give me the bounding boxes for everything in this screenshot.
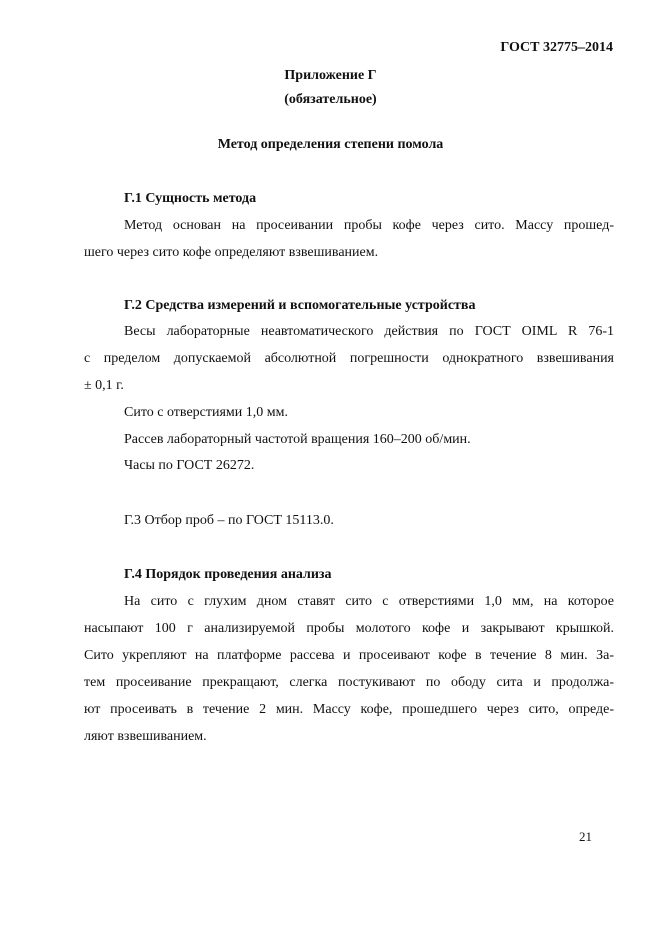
section-g4-line: На сито с глухим дном ставят сито с отверстиями 1,0 мм, на которое [124, 594, 614, 609]
section-g2-line: Сито с отверстиями 1,0 мм. [124, 405, 288, 420]
section-g2-line: Весы лабораторные неавтоматического действия по ГОСТ OIML R 76-1 [124, 324, 614, 339]
section-g2-line: с пределом допускаемой абсолютной погрешности однократного взвешивания [84, 351, 614, 366]
section-g2-line: Часы по ГОСТ 26272. [124, 458, 255, 473]
appendix-status: (обязательное) [284, 92, 377, 107]
appendix-heading: Метод определения степени помола [217, 137, 444, 152]
document-code: ГОСТ 32775–2014 [500, 40, 613, 55]
section-g4-line: Сито укрепляют на платформе рассева и просеивают кофе в течение 8 мин. За- [84, 648, 614, 663]
page-number: 21 [579, 829, 592, 844]
appendix-title: Приложение Г [284, 68, 377, 83]
section-g4-line: ляют взвешиванием. [84, 729, 207, 744]
section-g2-heading: Г.2 Средства измерений и вспомогательные устройства [124, 298, 476, 313]
section-g4-line: насыпают 100 г анализируемой пробы молотого кофе и закрывают крышкой. [84, 621, 614, 636]
section-g1-line: шего через сито кофе определяют взвешиванием. [84, 245, 379, 260]
section-g3-text: Г.3 Отбор проб – по ГОСТ 15113.0. [124, 513, 334, 528]
section-g4-heading: Г.4 Порядок проведения анализа [124, 567, 332, 582]
section-g4-line: тем просеивание прекращают, слегка постукивают по ободу сита и продолжа- [84, 675, 614, 690]
section-g4-line: ют просеивать в течение 2 мин. Массу кофе, прошедшего через сито, опреде- [84, 702, 614, 717]
section-g1-heading: Г.1 Сущность метода [124, 191, 257, 206]
section-g2-line: ± 0,1 г. [84, 378, 124, 393]
section-g1-line: Метод основан на просеивании пробы кофе через сито. Массу прошед- [124, 218, 614, 233]
section-g2-line: Рассев лабораторный частотой вращения 160–200 об/мин. [124, 432, 471, 447]
